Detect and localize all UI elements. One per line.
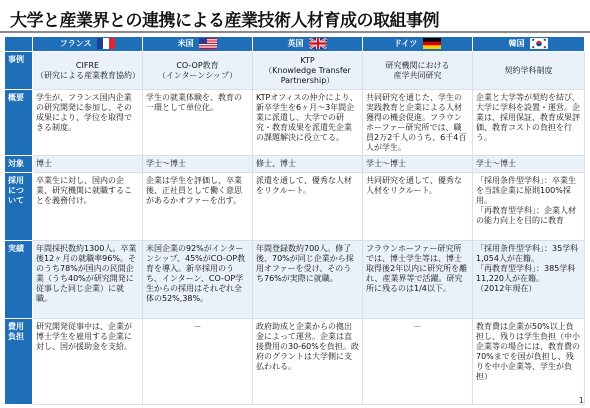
row-overview xyxy=(5,90,585,156)
cell-results-uk: 年間登録数約700人。修了後、70%が同じ企業から採用オファーを受け、そのうち76%が実際に就職。 xyxy=(253,241,363,319)
cell-results-france: 年間採択数約1300人。卒業後12ヶ月の就職率96%。そのうち78%が国内の民間企業（うち40%が研究開発に従事した同じ企業）に就職。 xyxy=(33,241,143,319)
cell-recruitment-uk: 派遣を通して、優秀な人材をリクルート。 xyxy=(253,173,363,241)
cell-case-korea: 契約学科制度 xyxy=(473,52,585,90)
comparison-table xyxy=(4,36,585,405)
cell-target-france: 博士 xyxy=(33,156,143,173)
page-title: 大学と産業界との連携による産業技術人材育成の取組事例 xyxy=(10,11,439,31)
cell-target-usa: 学士～博士 xyxy=(143,156,253,173)
country-header-korea xyxy=(473,37,585,52)
cell-cost-korea: 教育費は企業が50%以上負担し、残りは学生負担（中小企業等の場合には、教育費の70%までを国が負担し、残りを中小企業等、学生が負担） xyxy=(473,319,585,405)
cell-recruitment-korea: 「採用条件型学科」：卒業生を当該企業に原則100%採用。 「再教育型学科」：企業人材の能力向上を目的に教育 xyxy=(473,173,585,241)
cell-overview-usa: 学生の就業体験を、教育の一環として単位化。 xyxy=(143,90,253,156)
country-header-uk xyxy=(253,37,363,52)
country-name: 英国 xyxy=(287,39,304,48)
row-label-overview: 概要 xyxy=(5,90,33,156)
country-header-germany xyxy=(363,37,473,52)
cell-cost-france: 研究開発従事中は、企業が博士学生を雇用する企業に対し、国が援助金を支給。 xyxy=(33,319,143,405)
cell-overview-france: 学生が、フランス国内企業の研究開発に参加し、その成果により、学位を取得できる制度。 xyxy=(33,90,143,156)
cell-results-korea: 「採用条件型学科」：35学科1,054人が在籍。 「再教育型学科」：385学科11,220人が在籍。 （2012年現在） xyxy=(473,241,585,319)
flag-germany-icon xyxy=(423,38,441,49)
title-divider xyxy=(0,31,590,33)
flag-usa-icon xyxy=(199,38,217,49)
row-label-case: 事例 xyxy=(5,52,33,90)
row-target xyxy=(5,156,585,173)
cell-recruitment-usa: 企業は学生を評価し、卒業後、正社員として働く意思があるかオファーを出す。 xyxy=(143,173,253,241)
row-label-recruitment: 採用について xyxy=(5,173,33,241)
cell-results-usa: 米国企業の92%がインターンシップ、45%がCO-OP教育を導入。新卒採用のうち、インターン、CO-OP学生からの採用はそれぞれ全体の52%,38%。 xyxy=(143,241,253,319)
flag-france-icon xyxy=(97,38,115,49)
row-label-results: 実績 xyxy=(5,241,33,319)
country-name: 韓国 xyxy=(508,39,525,48)
cell-cost-germany: － xyxy=(363,319,473,405)
country-name: 米国 xyxy=(177,39,194,48)
flag-uk-icon xyxy=(309,38,327,49)
cell-case-germany: 研究機関における 産学共同研究 xyxy=(363,52,473,90)
cell-overview-germany: 共同研究を通じた、学生の実践教育と企業による人材獲得の機会促進。フラウンホーファー研究所では、職員2万2千人のうち、6千4百人が学生。 xyxy=(363,90,473,156)
row-label-cost: 費用負担 xyxy=(5,319,33,405)
country-header-france xyxy=(33,37,143,52)
row-recruitment xyxy=(5,173,585,241)
cell-overview-korea: 企業と大学等が契約を結び、大学に学科を設置・運営。企業は、採用保証、教育成果評価、教育コストの負担を行う。 xyxy=(473,90,585,156)
flag-korea-icon xyxy=(530,38,548,49)
country-name: フランス xyxy=(59,39,92,48)
row-results xyxy=(5,241,585,319)
cell-case-uk: KTP （Knowledge Transfer Partnership） xyxy=(253,52,363,90)
cell-case-france: CIFRE （研究による産業教育協約） xyxy=(33,52,143,90)
cell-overview-uk: KTPオフィスの仲介により、新卒学生を6ヶ月～3年間企業に派遣し、大学での研究・教育成果を派遣先企業の課題解決に役立てる。 xyxy=(253,90,363,156)
cell-target-uk: 修士、博士 xyxy=(253,156,363,173)
cell-target-germany: 学士～博士 xyxy=(363,156,473,173)
cell-recruitment-germany: 共同研究を通して、優秀な人材をリクルート。 xyxy=(363,173,473,241)
cell-cost-uk: 政府助成と企業からの拠出金によって運営。企業は直接費用の30-60%を負担。政府のグラントは大学側に支払われる。 xyxy=(253,319,363,405)
cell-case-usa: CO-OP教育 （インターンシップ） xyxy=(143,52,253,90)
row-label-target: 対象 xyxy=(5,156,33,173)
country-name: ドイツ xyxy=(393,39,418,48)
row-cost xyxy=(5,319,585,405)
cell-recruitment-france: 卒業生に対し、国内の企業、研究機関に就職することを義務付け。 xyxy=(33,173,143,241)
page-number: 1 xyxy=(578,396,584,405)
country-header-row xyxy=(5,37,585,52)
country-header-usa xyxy=(143,37,253,52)
row-case xyxy=(5,52,585,90)
cell-results-germany: フラウンホーファー研究所では、博士学生等は、博士取得後2年以内に研究所を離れ、産業界等で活躍。研究所に残るのは1/4以下。 xyxy=(363,241,473,319)
cell-target-korea: 学士～博士 xyxy=(473,156,585,173)
header-corner xyxy=(5,37,33,52)
cell-cost-usa: － xyxy=(143,319,253,405)
